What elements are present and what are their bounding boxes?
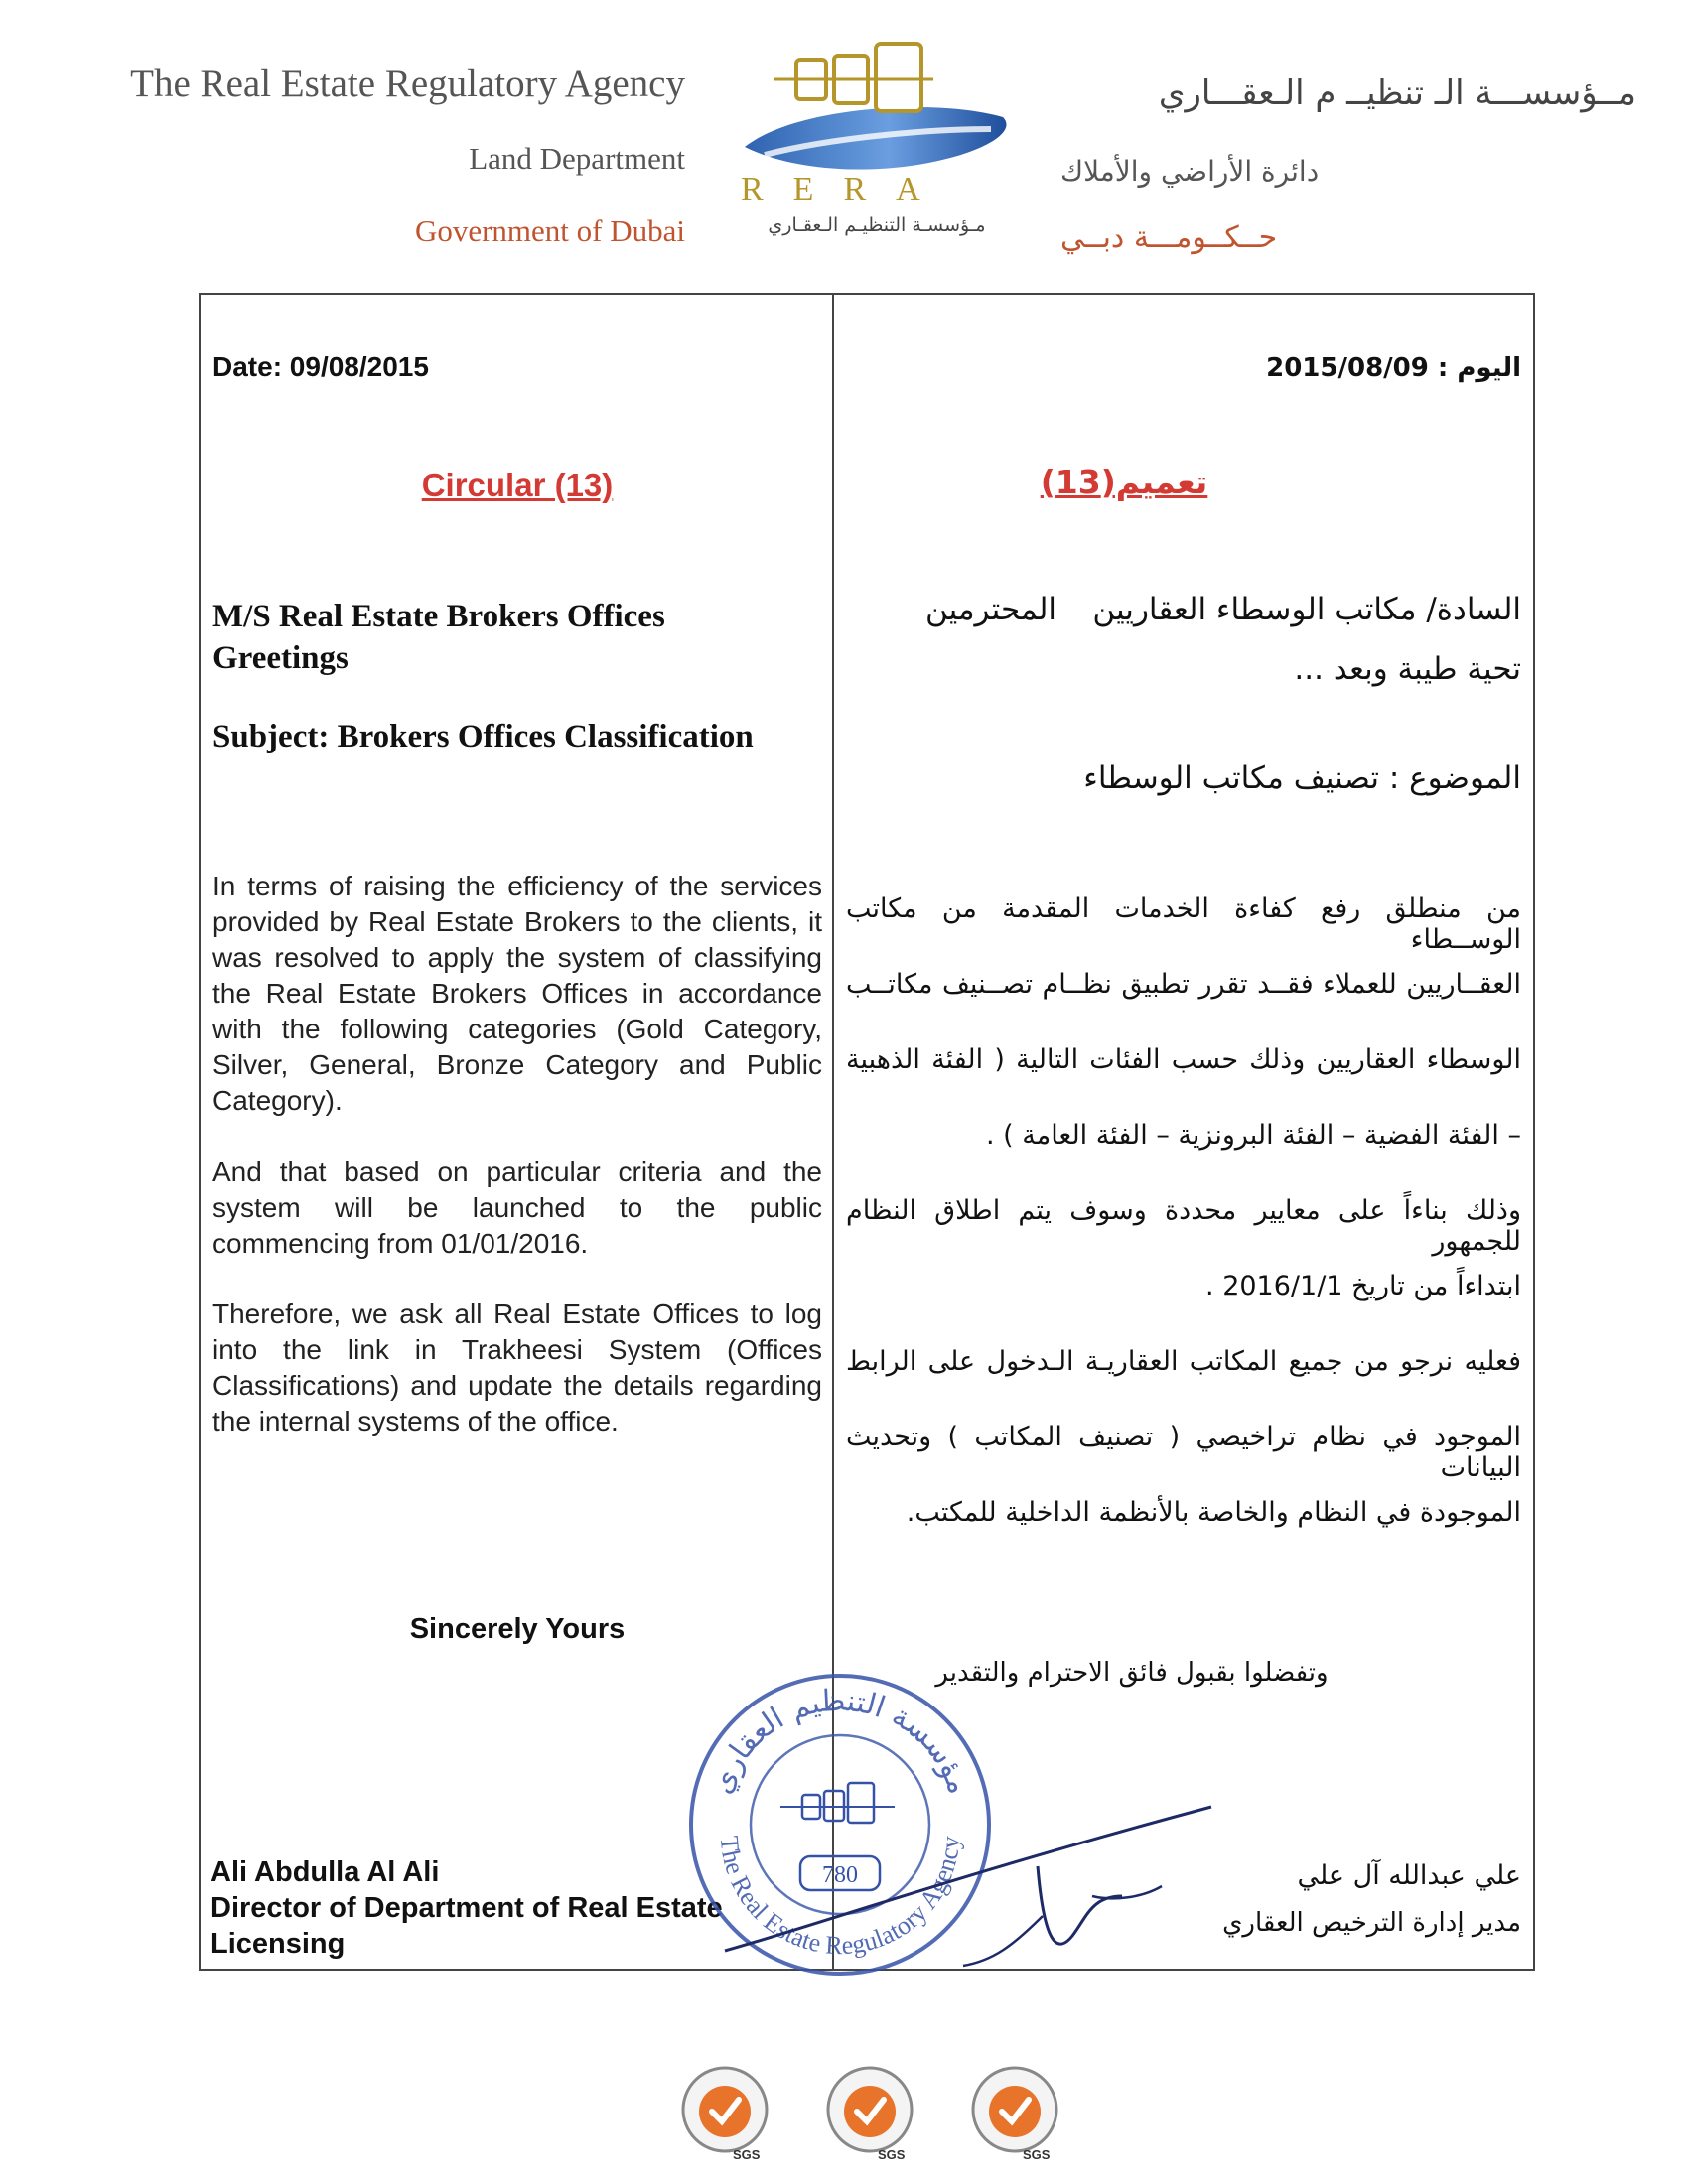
paragraph-3-en: Therefore, we ask all Real Estate Offices to log into the link in Trakheesi System (Offices Classifications) and update the details regarding the internal systems of the office. — [212, 1298, 822, 1436]
signatory-title-en: Director of Department of Real Estate — [211, 1892, 723, 1924]
signatory-title-cont-en: Licensing — [211, 1928, 346, 1960]
respected-ar: المحترمين — [925, 592, 1057, 627]
body-line-ar: وذلك بناءاً على معايير محددة وسوف يتم اطلاق النظام للجمهور — [846, 1195, 1521, 1257]
body-line-ar: الوسطاء العقاريين وذلك حسب الفئات التالية ( الفئة الذهبية — [846, 1044, 1521, 1075]
body-line-ar: الموجود في نظام تراخيصي ( تصنيف المكاتب ) وتحديث البيانات — [846, 1422, 1521, 1483]
addressee-line-ar: السادة/ مكاتب الوسطاء العقاريين — [1092, 592, 1521, 627]
subject-ar: الموضوع : تصنيف مكاتب الوسطاء — [1083, 760, 1521, 796]
agency-name-ar: مــؤسســـة الـ تنظيــ م الـعقـــاري — [1158, 73, 1636, 113]
agency-name-en: The Real Estate Regulatory Agency — [130, 63, 685, 105]
closing-ar: وتفضلوا بقبول فائق الاحترام والتقدير — [935, 1658, 1329, 1688]
government-name-en: Government of Dubai — [414, 213, 685, 248]
greeting-ar: تحية طيبة وبعد ... — [1294, 651, 1521, 687]
signatory-name-en: Ali Abdulla Al Ali — [211, 1856, 440, 1888]
paragraph-1-en: In terms of raising the efficiency of the services provided by Real Estate Brokers to the clients, it was resolved to apply the system of classifying the Real Estate Brokers Offices in accordance with the following categories (Gold Category, Silver, General, Bronze Category and Public Category). — [212, 871, 822, 1116]
department-name-en: Land Department — [469, 141, 685, 176]
iso-certificate-icon — [820, 2060, 929, 2169]
iso-certificate-icon — [675, 2060, 784, 2169]
body-line-ar: العقــاريين للعملاء فقــد تقرر تطبيق نظــام تصــنيف مكاتــب — [846, 969, 1521, 1000]
signatory-name-ar: علي عبدالله آل علي — [1297, 1860, 1521, 1891]
body-line-ar: فعليه نرجو من جميع المكاتب العقاريـة الـدخول على الرابط — [846, 1346, 1521, 1377]
logo-arabic-caption: مـؤسسـة التنظيـم الـعقـاري — [768, 214, 986, 236]
certification-badges — [0, 2060, 1688, 2179]
cert-label: SGS — [1023, 2147, 1051, 2162]
paragraph-2-en: And that based on particular criteria and the system will be launched to the public commencing from 01/01/2016. — [212, 1157, 822, 1259]
body-line-ar: ابتداءاً من تاريخ 2016/1/1 . — [1205, 1271, 1521, 1301]
body-line-ar: – الفئة الفضية – الفئة البرونزية – الفئة العامة ) . — [985, 1120, 1521, 1151]
stamp-text-ar: مؤسسة التنظيم العقاري — [703, 1683, 977, 1799]
stamp-number: 780 — [822, 1862, 858, 1888]
iso-certificate-icon — [965, 2060, 1074, 2169]
signatory-title-ar: مدير إدارة الترخيص العقاري — [1222, 1908, 1521, 1938]
addressee-en — [212, 596, 822, 679]
body-ar — [846, 893, 1521, 1537]
closing-en: Sincerely Yours — [409, 1613, 626, 1645]
circular-title-en: Circular (13) — [421, 467, 614, 503]
addressee-line-en: M/S Real Estate Brokers Offices — [212, 599, 665, 634]
date-ar: اليوم : 2015/08/09 — [1266, 353, 1521, 383]
handwritten-signature — [695, 1777, 1251, 1976]
stamp-text-en: The Real Estate Regulatory Agency — [714, 1835, 966, 1961]
government-name-ar: حــكــومـــة دبــي — [1060, 220, 1278, 255]
body-line-ar: الموجودة في النظام والخاصة بالأنظمة الداخلية للمكتب. — [906, 1497, 1521, 1528]
logo-letters: RERA — [741, 171, 950, 207]
cert-label: SGS — [878, 2147, 906, 2162]
body-line-ar: من منطلق رفع كفاءة الخدمات المقدمة من مكاتب الوســطاء — [846, 893, 1521, 955]
date-en: Date: 09/08/2015 — [212, 351, 429, 382]
greeting-en: Greetings — [212, 640, 349, 676]
addressee-ar — [846, 592, 1521, 627]
cert-label: SGS — [733, 2147, 761, 2162]
circular-title-ar: تعميم(13) — [1040, 463, 1208, 501]
department-name-ar: دائرة الأراضي والأملاك — [1060, 155, 1320, 188]
subject-en: Subject: Brokers Offices Classification — [212, 719, 754, 754]
